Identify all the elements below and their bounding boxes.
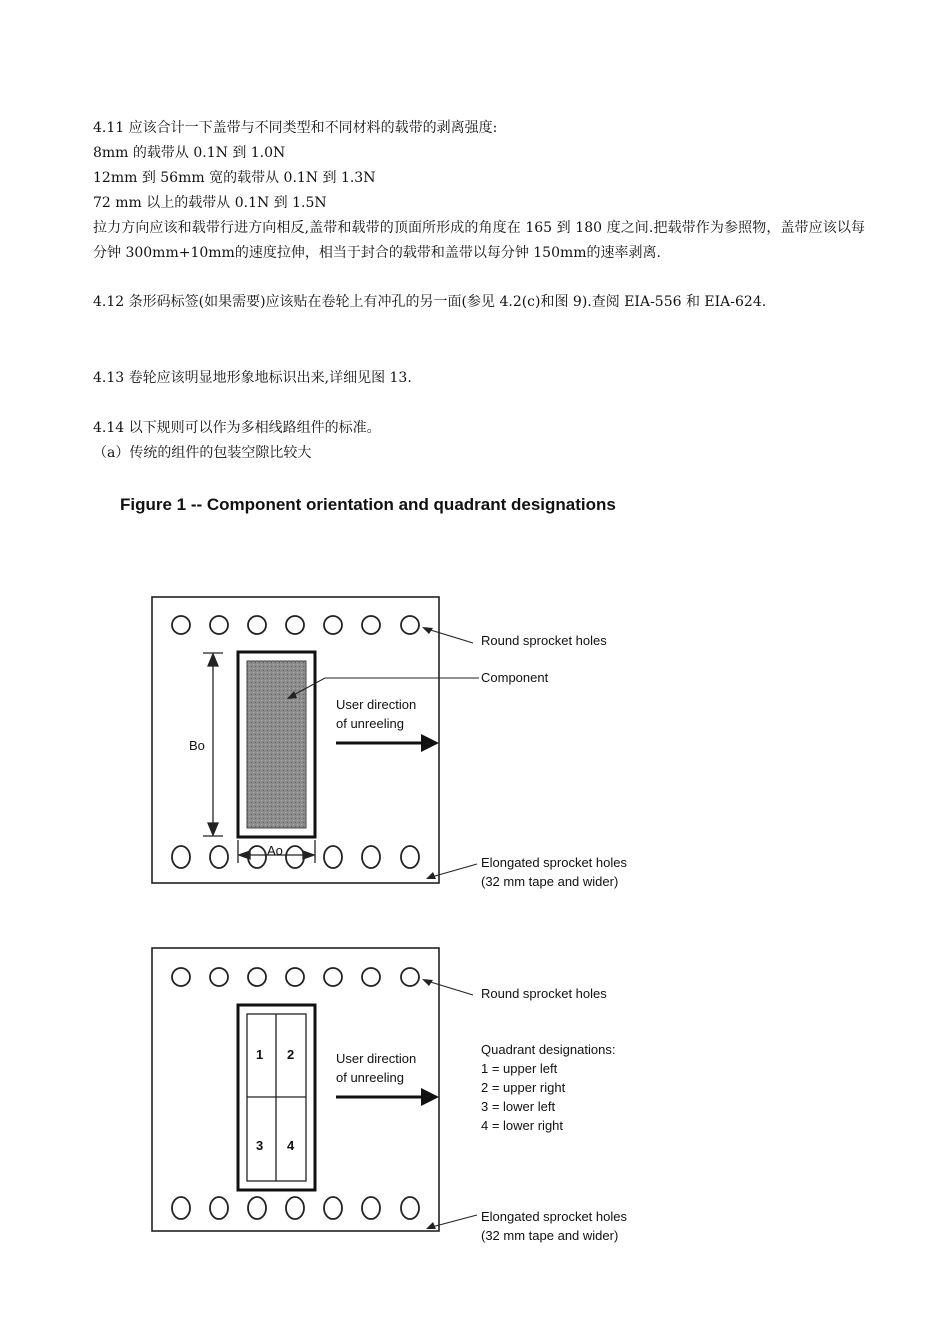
bottom-elongated-sprocket-holes <box>172 1197 419 1219</box>
section-4-11-line3: 72 mm 以上的载带从 0.1N 到 1.5N <box>93 195 327 211</box>
bo-label: Bo <box>189 738 205 753</box>
top-round-sprocket-holes <box>172 616 419 634</box>
top-leader-lines <box>288 628 479 878</box>
bottom-round-holes-label: Round sprocket holes <box>481 986 607 1001</box>
section-4-13 <box>93 366 865 391</box>
bo-dimension <box>203 653 223 836</box>
top-elongated-sprocket-holes <box>172 846 419 868</box>
component-label: Component <box>481 670 549 685</box>
section-4-12-text: 4.12 条形码标签(如果需要)应该贴在卷轮上有冲孔的另一面(参见 4.2(c)和图 9).查阅 EIA-556 和 EIA-624. <box>93 294 767 310</box>
quadrant-grid <box>247 1014 306 1181</box>
quadrant-2: 2 <box>287 1047 295 1062</box>
section-4-11 <box>93 116 865 266</box>
quadrant-title: Quadrant designations: <box>481 1042 616 1057</box>
quadrant-4: 4 <box>287 1138 295 1153</box>
bottom-elongated-line1: Elongated sprocket holes <box>481 1209 627 1224</box>
section-4-11-line1: 8mm 的载带从 0.1N 到 1.0N <box>93 145 286 161</box>
section-4-11-line2: 12mm 到 56mm 宽的载带从 0.1N 到 1.3N <box>93 170 376 186</box>
section-4-13-text: 4.13 卷轮应该明显地形象地标识出来,详细见图 13. <box>93 370 412 386</box>
quadrant-3: 3 <box>256 1138 264 1153</box>
quadrant-legend-4: 4 = lower right <box>481 1118 564 1133</box>
section-4-12 <box>93 290 865 315</box>
bottom-round-sprocket-holes <box>172 968 419 986</box>
bottom-direction-line2: of unreeling <box>336 1070 404 1085</box>
top-elongated-arrowhead <box>426 872 436 879</box>
bottom-leader-lines <box>424 980 477 1228</box>
quadrant-legend-1: 1 = upper left <box>481 1061 558 1076</box>
section-4-11-body: 拉力方向应该和载带行进方向相反,盖带和载带的顶面所形成的角度在 165 到 180 度之间.把载带作为参照物，盖带应该以每分钟 300mm+10mm的速度拉伸，相当于封合的载带和盖带以每分钟 150mm的速率剥离. <box>93 220 865 261</box>
bottom-direction-arrow <box>336 1088 439 1106</box>
top-round-holes-label: Round sprocket holes <box>481 633 607 648</box>
section-4-14-heading: 4.14 以下规则可以作为多相线路组件的标准。 <box>93 420 381 436</box>
component-body <box>247 661 306 828</box>
top-elongated-line2: (32 mm tape and wider) <box>481 874 619 889</box>
section-4-14 <box>93 416 865 466</box>
quadrant-legend-2: 2 = upper right <box>481 1080 566 1095</box>
bottom-elongated-arrowhead <box>426 1222 436 1229</box>
bottom-direction-line1: User direction <box>336 1051 417 1066</box>
figure-1 <box>95 470 695 1310</box>
top-elongated-line1: Elongated sprocket holes <box>481 855 627 870</box>
quadrant-1: 1 <box>256 1047 264 1062</box>
quadrant-legend-3: 3 = lower left <box>481 1099 556 1114</box>
bottom-elongated-line2: (32 mm tape and wider) <box>481 1228 619 1243</box>
ao-label: Ao <box>267 843 283 858</box>
top-direction-line2: of unreeling <box>336 716 404 731</box>
top-direction-line1: User direction <box>336 697 417 712</box>
top-direction-arrow <box>336 734 439 752</box>
figure-title: Figure 1 -- Component orientation and quadrant designations <box>120 495 616 514</box>
section-4-14-item-a: （a）传统的组件的包装空隙比较大 <box>93 445 312 461</box>
section-4-11-heading: 4.11 应该合计一下盖带与不同类型和不同材料的载带的剥离强度: <box>93 120 498 136</box>
